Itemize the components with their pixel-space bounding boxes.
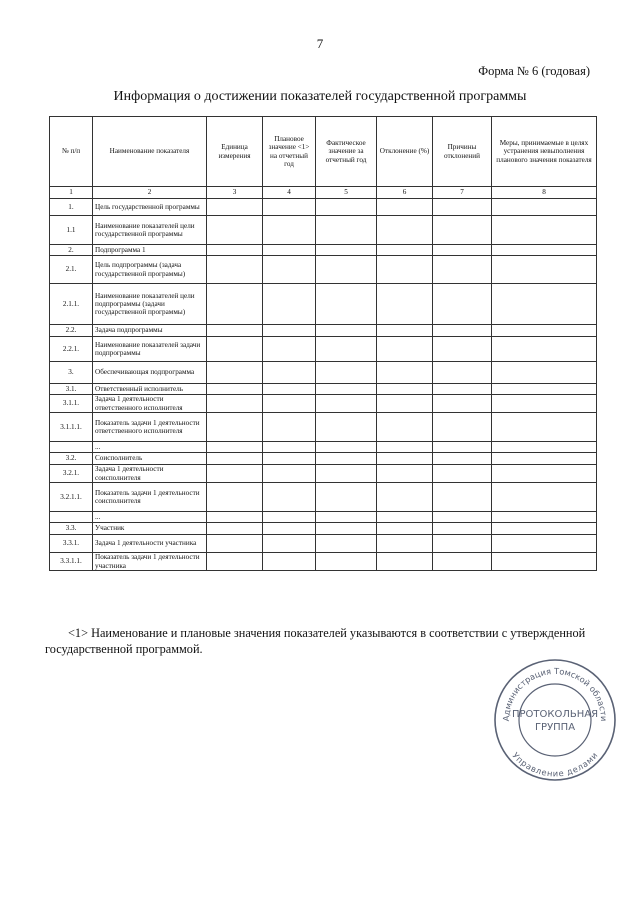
value-cell — [492, 465, 597, 483]
value-cell — [377, 535, 433, 553]
indicator-name: Показатель задачи 1 деятельности участника — [93, 553, 207, 571]
value-cell — [316, 465, 377, 483]
value-cell — [316, 512, 377, 523]
value-cell — [316, 483, 377, 512]
value-cell — [377, 483, 433, 512]
value-cell — [316, 199, 377, 216]
value-cell — [377, 199, 433, 216]
row-number: 3. — [50, 362, 93, 384]
value-cell — [263, 442, 316, 453]
table-row — [50, 465, 597, 483]
value-cell — [433, 245, 492, 256]
value-cell — [377, 442, 433, 453]
value-cell — [316, 337, 377, 362]
column-number: 1 — [50, 187, 93, 199]
indicator-name: Задача 1 деятельности ответственного исполнителя — [93, 395, 207, 413]
row-number: 2.1.1. — [50, 284, 93, 325]
indicator-name: ... — [93, 442, 207, 453]
value-cell — [263, 384, 316, 395]
indicator-name: Задача 1 деятельности участника — [93, 535, 207, 553]
value-cell — [207, 325, 263, 337]
value-cell — [492, 512, 597, 523]
value-cell — [492, 362, 597, 384]
value-cell — [433, 337, 492, 362]
indicator-name: Наименование показателей цели государственной программы — [93, 216, 207, 245]
value-cell — [492, 413, 597, 442]
value-cell — [433, 535, 492, 553]
value-cell — [377, 384, 433, 395]
form-label: Форма № 6 (годовая) — [478, 64, 590, 78]
value-cell — [377, 325, 433, 337]
value-cell — [316, 216, 377, 245]
value-cell — [433, 395, 492, 413]
value-cell — [207, 553, 263, 571]
row-number: 2.2.1. — [50, 337, 93, 362]
value-cell — [207, 245, 263, 256]
value-cell — [263, 245, 316, 256]
column-number: 6 — [377, 187, 433, 199]
table-row — [50, 337, 597, 362]
value-cell — [316, 523, 377, 535]
indicator-name: Подпрограмма 1 — [93, 245, 207, 256]
value-cell — [492, 523, 597, 535]
stamp-center-line2: ГРУППА — [534, 722, 576, 733]
row-number: 2.2. — [50, 325, 93, 337]
value-cell — [207, 337, 263, 362]
page-number: 7 — [316, 36, 324, 51]
row-number: 1. — [50, 199, 93, 216]
value-cell — [377, 413, 433, 442]
header-cell: Наименование показателя — [93, 117, 207, 187]
value-cell — [433, 523, 492, 535]
column-number: 7 — [433, 187, 492, 199]
value-cell — [377, 512, 433, 523]
value-cell — [207, 216, 263, 245]
table-row — [50, 395, 597, 413]
value-cell — [316, 256, 377, 284]
value-cell — [207, 413, 263, 442]
value-cell — [377, 216, 433, 245]
column-number: 4 — [263, 187, 316, 199]
row-number: 3.2. — [50, 453, 93, 465]
value-cell — [207, 465, 263, 483]
value-cell — [377, 465, 433, 483]
value-cell — [316, 395, 377, 413]
value-cell — [207, 362, 263, 384]
table-row — [50, 256, 597, 284]
value-cell — [433, 384, 492, 395]
value-cell — [263, 483, 316, 512]
indicator-name: Ответственный исполнитель — [93, 384, 207, 395]
value-cell — [433, 512, 492, 523]
value-cell — [377, 362, 433, 384]
value-cell — [263, 465, 316, 483]
value-cell — [433, 325, 492, 337]
table-row — [50, 512, 597, 523]
value-cell — [316, 325, 377, 337]
header-cell: Причины отклонений — [433, 117, 492, 187]
value-cell — [263, 535, 316, 553]
value-cell — [433, 362, 492, 384]
indicators-table — [49, 116, 597, 571]
value-cell — [492, 245, 597, 256]
value-cell — [263, 216, 316, 245]
value-cell — [492, 453, 597, 465]
value-cell — [492, 199, 597, 216]
header-cell: Фактическое значение за отчетный год — [316, 117, 377, 187]
table-row — [50, 362, 597, 384]
value-cell — [316, 284, 377, 325]
indicator-name: Обеспечивающая подпрограмма — [93, 362, 207, 384]
table-row — [50, 216, 597, 245]
indicator-name: Наименование показателей цели подпрограммы (задачи государственной программы) — [93, 284, 207, 325]
indicator-name: Показатель задачи 1 деятельности соисполнителя — [93, 483, 207, 512]
value-cell — [492, 442, 597, 453]
stamp-arc-bottom: Управление делами — [510, 750, 600, 779]
header-cell: Отклонение (%) — [377, 117, 433, 187]
table-row — [50, 453, 597, 465]
indicator-name: Показатель задачи 1 деятельности ответственного исполнителя — [93, 413, 207, 442]
table-row — [50, 523, 597, 535]
value-cell — [492, 216, 597, 245]
table-row — [50, 245, 597, 256]
indicator-name: Соисполнитель — [93, 453, 207, 465]
value-cell — [433, 284, 492, 325]
value-cell — [492, 553, 597, 571]
value-cell — [207, 523, 263, 535]
indicator-name: Наименование показателей задачи подпрограммы — [93, 337, 207, 362]
value-cell — [492, 395, 597, 413]
value-cell — [316, 413, 377, 442]
value-cell — [263, 337, 316, 362]
stamp-center-line1: ПРОТОКОЛЬНАЯ — [511, 709, 599, 720]
value-cell — [433, 453, 492, 465]
value-cell — [377, 256, 433, 284]
value-cell — [492, 384, 597, 395]
value-cell — [207, 384, 263, 395]
value-cell — [492, 325, 597, 337]
value-cell — [492, 284, 597, 325]
value-cell — [263, 523, 316, 535]
value-cell — [492, 256, 597, 284]
value-cell — [433, 216, 492, 245]
header-cell: № п/п — [50, 117, 93, 187]
table-row — [50, 483, 597, 512]
value-cell — [377, 337, 433, 362]
header-cell: Меры, принимаемые в целях устранения невыполнения планового значения показателя — [492, 117, 597, 187]
indicator-name: ... — [93, 512, 207, 523]
value-cell — [377, 453, 433, 465]
value-cell — [433, 553, 492, 571]
value-cell — [377, 523, 433, 535]
footnote-text-continued: государственной программой. — [45, 641, 203, 656]
table-row — [50, 284, 597, 325]
value-cell — [207, 284, 263, 325]
value-cell — [316, 362, 377, 384]
column-number: 3 — [207, 187, 263, 199]
indicator-name: Участник — [93, 523, 207, 535]
footnote-text: <1> Наименование и плановые значения показателей указываются в соответствии с утвержденной — [68, 626, 586, 640]
table-row — [50, 384, 597, 395]
value-cell — [207, 483, 263, 512]
row-number: 3.3.1. — [50, 535, 93, 553]
row-number — [50, 512, 93, 523]
value-cell — [377, 284, 433, 325]
stamp-arc-top: Администрация Томской области — [500, 665, 610, 722]
footnote — [45, 626, 602, 658]
indicator-name: Цель подпрограммы (задача государственной программы) — [93, 256, 207, 284]
indicator-name: Задача 1 деятельности соисполнителя — [93, 465, 207, 483]
value-cell — [433, 199, 492, 216]
value-cell — [207, 512, 263, 523]
value-cell — [433, 465, 492, 483]
value-cell — [316, 535, 377, 553]
column-number: 8 — [492, 187, 597, 199]
value-cell — [207, 256, 263, 284]
official-stamp — [493, 658, 617, 782]
header-cell: Плановое значение <1> на отчетный год — [263, 117, 316, 187]
value-cell — [263, 199, 316, 216]
value-cell — [492, 483, 597, 512]
row-number: 2.1. — [50, 256, 93, 284]
value-cell — [433, 413, 492, 442]
table-row — [50, 325, 597, 337]
value-cell — [433, 483, 492, 512]
row-number: 3.1. — [50, 384, 93, 395]
row-number: 3.3. — [50, 523, 93, 535]
value-cell — [433, 442, 492, 453]
value-cell — [263, 256, 316, 284]
value-cell — [316, 245, 377, 256]
value-cell — [263, 284, 316, 325]
value-cell — [492, 535, 597, 553]
table-header-row — [50, 117, 597, 187]
row-number: 1.1 — [50, 216, 93, 245]
header-cell: Единица измерения — [207, 117, 263, 187]
value-cell — [492, 337, 597, 362]
table-row — [50, 535, 597, 553]
value-cell — [377, 245, 433, 256]
row-number: 3.1.1.1. — [50, 413, 93, 442]
row-number — [50, 442, 93, 453]
row-number: 2. — [50, 245, 93, 256]
table-row — [50, 442, 597, 453]
value-cell — [263, 362, 316, 384]
table-row — [50, 413, 597, 442]
value-cell — [207, 535, 263, 553]
row-number: 3.3.1.1. — [50, 553, 93, 571]
column-number: 5 — [316, 187, 377, 199]
indicator-name: Цель государственной программы — [93, 199, 207, 216]
row-number: 3.2.1. — [50, 465, 93, 483]
document-title: Информация о достижении показателей государственной программы — [113, 89, 527, 104]
indicator-name: Задача подпрограммы — [93, 325, 207, 337]
value-cell — [433, 256, 492, 284]
value-cell — [207, 395, 263, 413]
value-cell — [263, 413, 316, 442]
value-cell — [316, 553, 377, 571]
value-cell — [316, 453, 377, 465]
table-row — [50, 199, 597, 216]
value-cell — [316, 384, 377, 395]
value-cell — [207, 442, 263, 453]
value-cell — [207, 199, 263, 216]
value-cell — [207, 453, 263, 465]
value-cell — [263, 553, 316, 571]
value-cell — [377, 553, 433, 571]
value-cell — [263, 325, 316, 337]
value-cell — [263, 512, 316, 523]
value-cell — [316, 442, 377, 453]
column-number-row — [50, 187, 597, 199]
value-cell — [263, 453, 316, 465]
value-cell — [377, 395, 433, 413]
column-number: 2 — [93, 187, 207, 199]
table-row — [50, 553, 597, 571]
value-cell — [263, 395, 316, 413]
row-number: 3.1.1. — [50, 395, 93, 413]
row-number: 3.2.1.1. — [50, 483, 93, 512]
